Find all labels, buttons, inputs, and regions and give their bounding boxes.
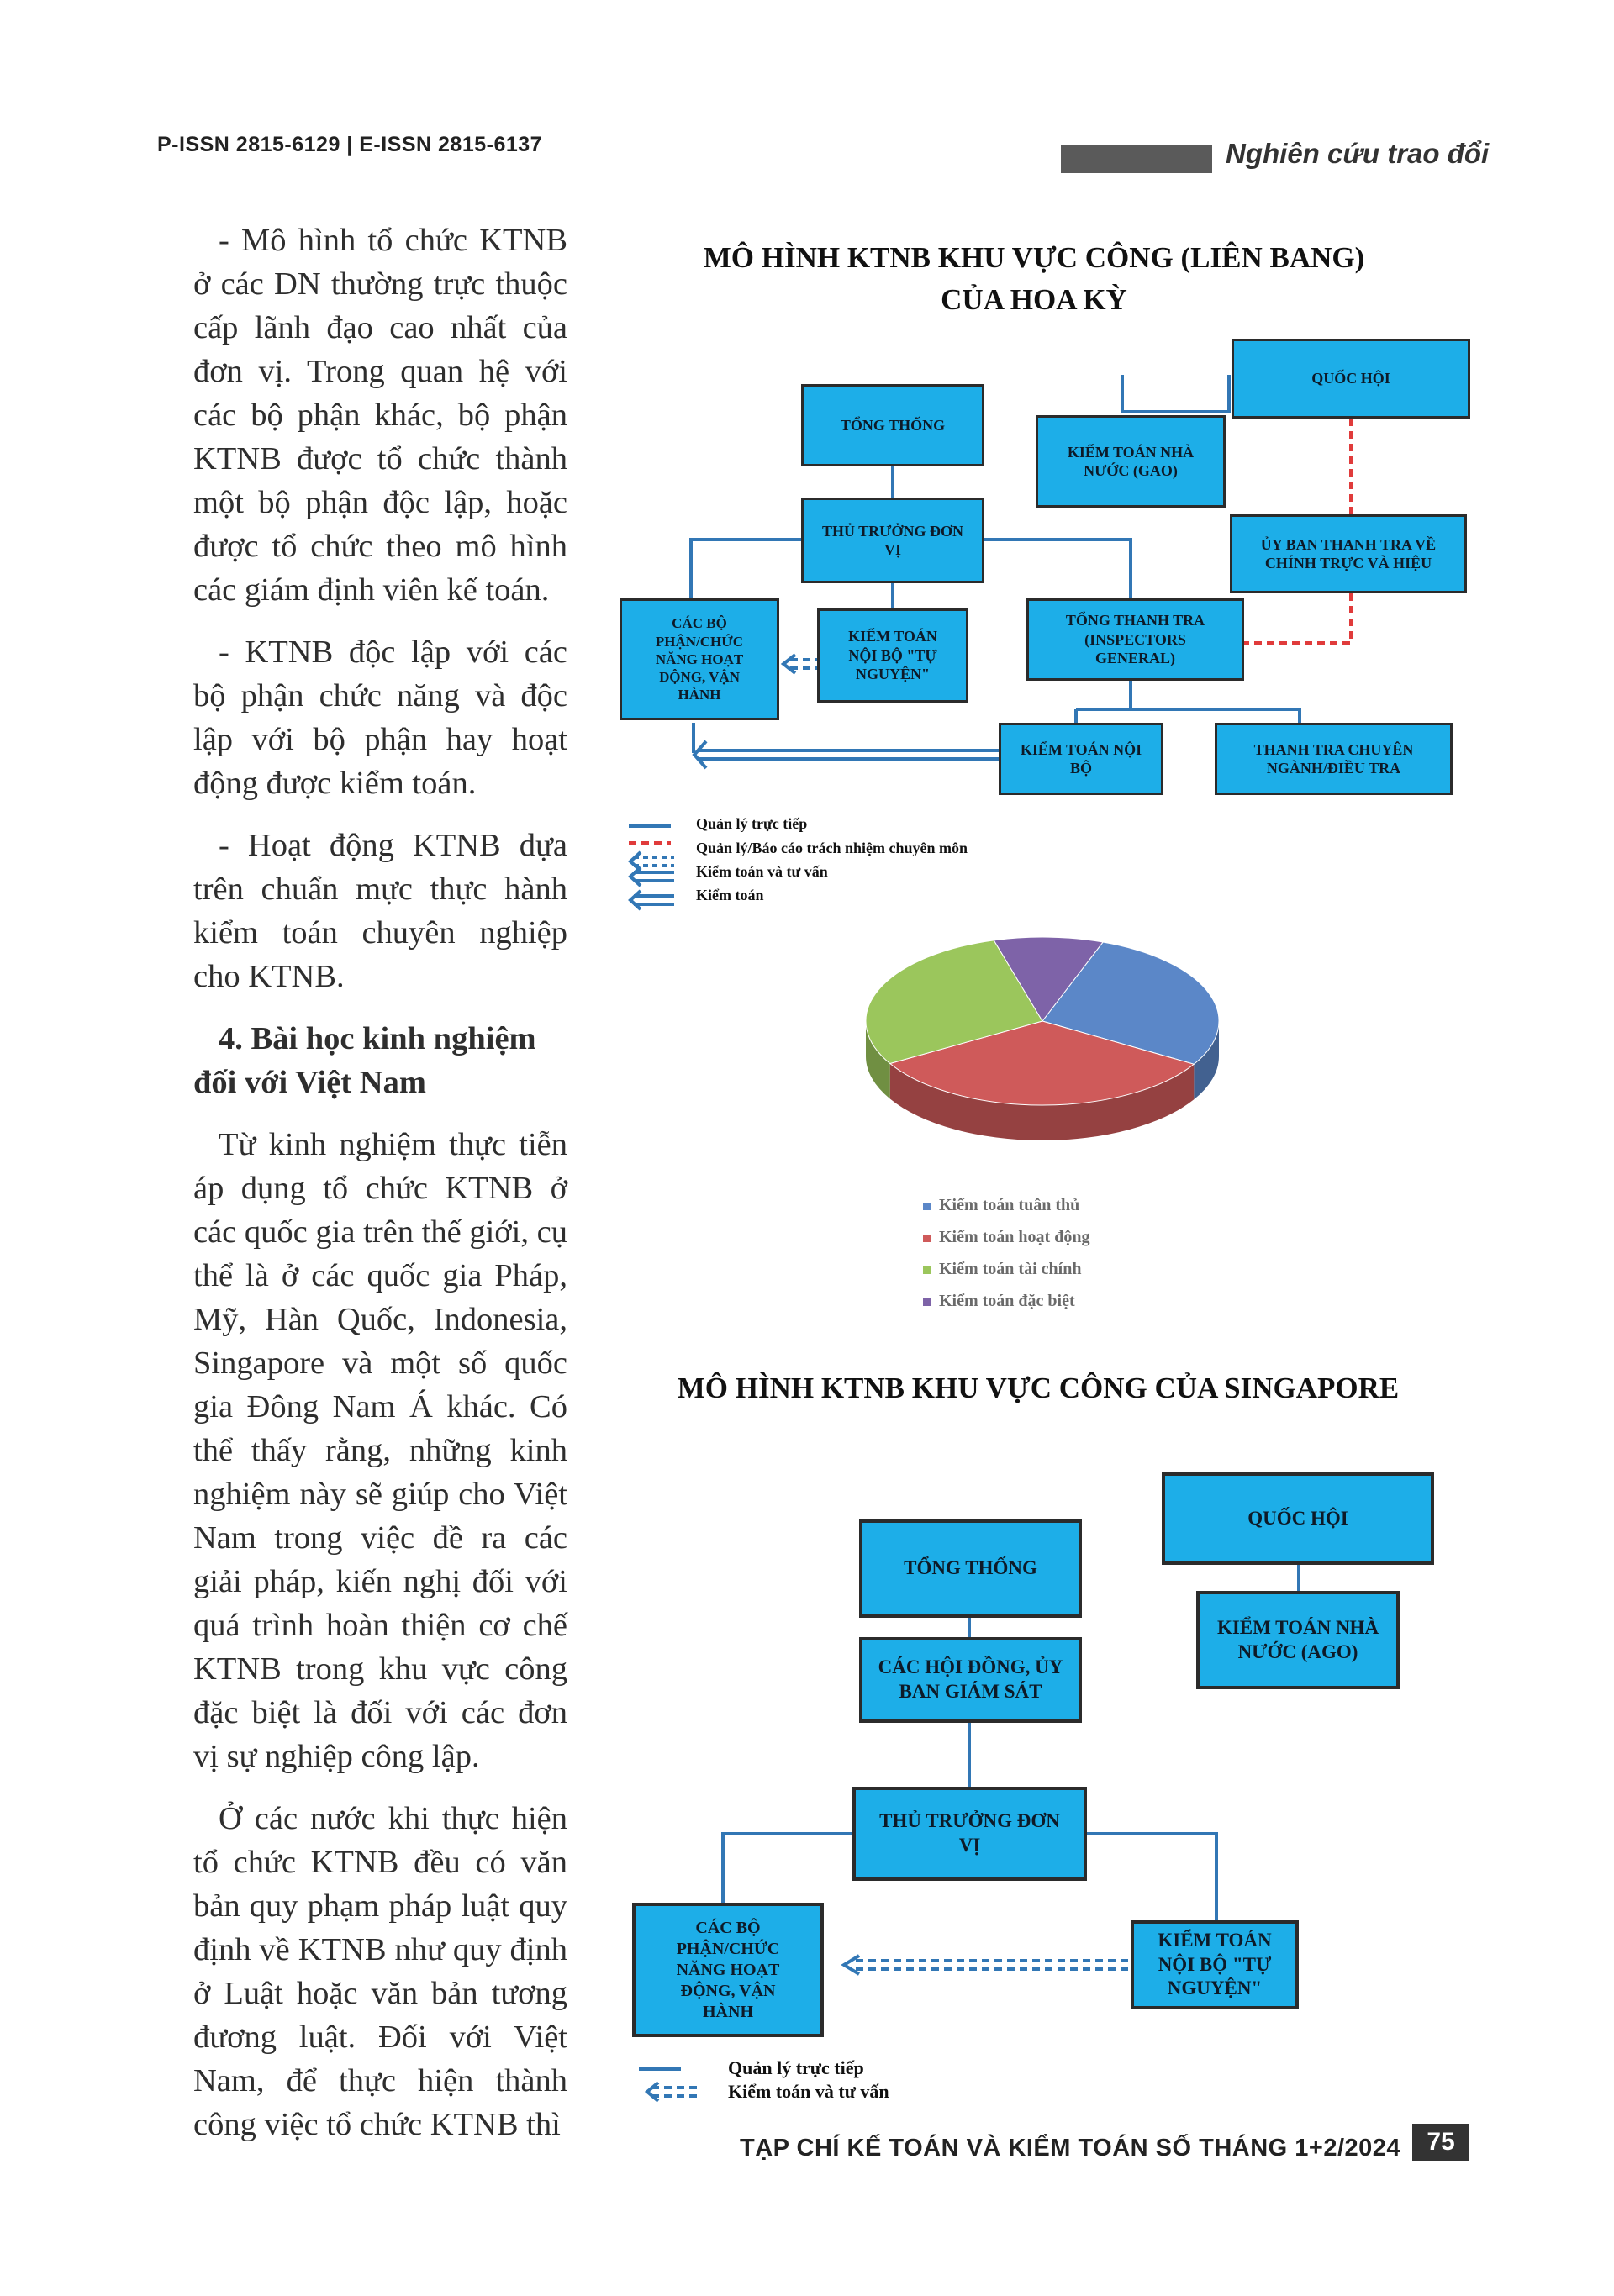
box-cac-bo-phan: CÁC BỘ PHẬN/CHỨC NĂNG HOẠT ĐỘNG, VẬN HÀNH bbox=[620, 598, 779, 720]
issn-header: P-ISSN 2815-6129 | E-ISSN 2815-6137 bbox=[157, 133, 543, 156]
box-sg-quoc-hoi: QUỐC HỘI bbox=[1162, 1472, 1434, 1565]
box-thanh-tra-cn: THANH TRA CHUYÊN NGÀNH/ĐIỀU TRA bbox=[1215, 723, 1453, 795]
pie-legend-item: Kiểm toán tài chính bbox=[923, 1253, 1089, 1285]
box-tong-thong: TỔNG THỐNG bbox=[801, 384, 984, 466]
legend-label: Quản lý trực tiếp bbox=[696, 815, 808, 832]
box-uy-ban: ỦY BAN THANH TRA VỀ CHÍNH TRỰC VÀ HIỆU bbox=[1230, 514, 1467, 593]
box-sg-cac-bo-phan: CÁC BỘ PHẬN/CHỨC NĂNG HOẠT ĐỘNG, VẬN HÀNH bbox=[632, 1903, 824, 2037]
legend-label: Kiểm toán và tư vấn bbox=[696, 863, 828, 880]
journal-footer: TẠP CHÍ KẾ TOÁN VÀ KIỂM TOÁN SỐ THÁNG 1+2/2024 bbox=[740, 2135, 1401, 2162]
page-number: 75 bbox=[1412, 2124, 1469, 2161]
box-thu-truong: THỦ TRƯỞNG ĐƠN VỊ bbox=[801, 498, 984, 583]
pie-legend-item: Kiểm toán đặc biệt bbox=[923, 1285, 1089, 1317]
pie-legend-item: Kiểm toán hoạt động bbox=[923, 1221, 1089, 1253]
us-chart-title: MÔ HÌNH KTNB KHU VỰC CÔNG (LIÊN BANG) CỦA HOA KỲ bbox=[703, 241, 1365, 316]
box-sg-ago: KIỂM TOÁN NHÀ NƯỚC (AGO) bbox=[1196, 1591, 1400, 1689]
box-sg-ktnb-tu-nguyen: KIỂM TOÁN NỘI BỘ "TỰ NGUYỆN" bbox=[1131, 1920, 1299, 2009]
box-tong-thanh-tra: TỔNG THANH TRA (INSPECTORS GENERAL) bbox=[1026, 598, 1244, 681]
pie-chart bbox=[853, 920, 1232, 1181]
legend-label: Quản lý trực tiếp bbox=[728, 2057, 864, 2078]
legend-label: Kiểm toán bbox=[696, 887, 764, 903]
paragraph: Ở các nước khi thực hiện tổ chức KTNB đều có văn bản quy phạm pháp luật quy định về KTNB như quy định ở Luật hoặc văn bản tương đương luật. Đối với Việt Nam, để thực hiện thành công việc tổ chức KTNB thì bbox=[193, 1801, 567, 2142]
box-gao: KIỂM TOÁN NHÀ NƯỚC (GAO) bbox=[1036, 415, 1226, 508]
paragraph: - KTNB độc lập với các bộ phận chức năng và độc lập với bộ phận hay hoạt động được kiểm toán. bbox=[193, 635, 567, 801]
box-quoc-hoi: QUỐC HỘI bbox=[1232, 339, 1470, 419]
pie-legend bbox=[923, 1189, 1089, 1317]
box-sg-thu-truong: THỦ TRƯỞNG ĐƠN VỊ bbox=[852, 1787, 1087, 1881]
paragraph: Từ kinh nghiệm thực tiễn áp dụng tổ chức KTNB ở các quốc gia trên thế giới, cụ thể là ở các quốc gia Pháp, Mỹ, Hàn Quốc, Indonesia, Singapore và một số quốc gia Đông Nam Á khác. Có thể thấy rằng, những kinh nghiệm này sẽ giúp cho Việt Nam trong việc đề ra các giải pháp, kiến nghị đối với quá trình hoàn thiện cơ chế KTNB trong khu vực công đặc biệt là đối với các đơn vị sự nghiệp công lập. bbox=[193, 1127, 567, 1774]
box-sg-hoi-dong: CÁC HỘI ĐỒNG, ỦY BAN GIÁM SÁT bbox=[859, 1637, 1082, 1723]
paragraph: - Mô hình tổ chức KTNB ở các DN thường trực thuộc cấp lãnh đạo cao nhất của đơn vị. Trong quan hệ với các bộ phận khác, bộ phận KTNB được tổ chức thành một bộ phận độc lập, hoặc được tổ chức theo mô hình các giám định viên kế toán. bbox=[193, 223, 567, 608]
legend-label: Kiểm toán và tư vấn bbox=[728, 2081, 889, 2102]
box-ktnb: KIỂM TOÁN NỘI BỘ bbox=[999, 723, 1163, 795]
sg-chart-title: MÔ HÌNH KTNB KHU VỰC CÔNG CỦA SINGAPORE bbox=[677, 1372, 1400, 1404]
pie-legend-item: Kiểm toán tuân thủ bbox=[923, 1189, 1089, 1221]
paragraph: - Hoạt động KTNB dựa trên chuẩn mực thực hành kiểm toán chuyên nghiệp cho KTNB. bbox=[193, 828, 567, 994]
legend-label: Quản lý/Báo cáo trách nhiệm chuyên môn bbox=[696, 840, 968, 856]
section-title: Nghiên cứu trao đổi bbox=[1226, 138, 1490, 169]
box-sg-tong-thong: TỔNG THỐNG bbox=[859, 1519, 1082, 1618]
section-heading: 4. Bài học kinh nghiệm đối với Việt Nam bbox=[193, 1021, 536, 1100]
box-ktnb-tu-nguyen: KIỂM TOÁN NỘI BỘ "TỰ NGUYỆN" bbox=[817, 608, 968, 703]
